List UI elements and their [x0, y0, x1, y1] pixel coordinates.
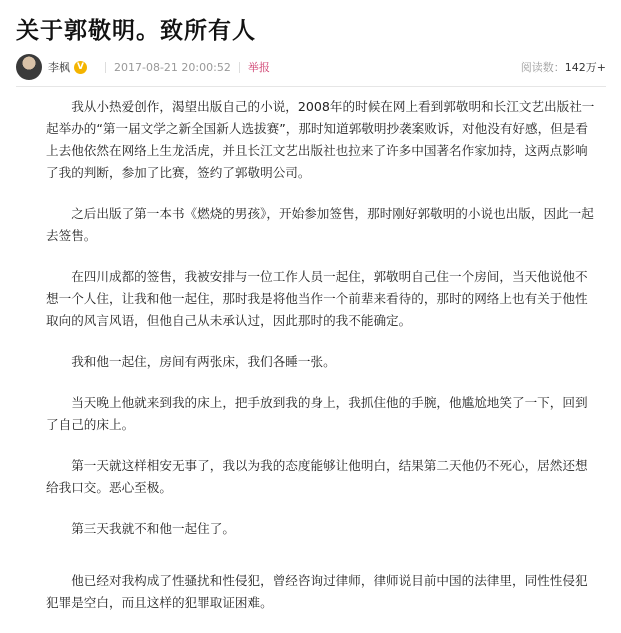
read-count — [521, 59, 606, 75]
publish-timestamp: 2017-08-21 20:00:52 — [114, 60, 231, 74]
paragraph: 我从小热爱创作，渴望出版自己的小说，2008年的时候在网上看到郭敬明和长江文艺出版社一起举办的“第一届文学之新全国新人选拔赛”，那时知道郭敬明抄袭案败诉，对他没有好感，但是看上去他依然在网络上生龙活虎，并且长江文艺出版社也拉来了许多中国著名作家加持，这两点影响了我的判断，参加了比赛，签约了郭敬明公司。 — [46, 99, 595, 180]
avatar[interactable] — [16, 54, 42, 80]
paragraph: 第一天就这样相安无事了，我以为我的态度能够让他明白，结果第二天他仍不死心，居然还想给我口交。恶心至极。 — [46, 458, 588, 495]
verified-badge-icon: V — [74, 61, 87, 74]
read-count-label: 阅读数： — [520, 61, 565, 74]
paragraph: 在四川成都的签售，我被安排与一位工作人员一起住，郭敬明自己住一个房间，当天他说他不想一个人住，让我和他一起住，那时我是将他当作一个前辈来看待的，那时的网络上也有关于他性取向的风言风语，但他自己从未承认过，因此那时的我不能确定。 — [46, 269, 588, 328]
report-link[interactable]: 举报 — [247, 61, 270, 74]
article-title: 关于郭敬明。致所有人 — [16, 18, 256, 44]
author-name[interactable]: 李枫 — [48, 61, 70, 74]
paragraph: 之后出版了第一本书《燃烧的男孩》，开始参加签售，那时刚好郭敬明的小说也出版，因此一起去签售。 — [46, 206, 594, 243]
meta-divider — [239, 62, 240, 73]
article-body — [46, 96, 596, 633]
paragraph: 我和他一起住，房间有两张床，我们各睡一张。 — [71, 354, 336, 369]
meta-divider — [105, 62, 106, 73]
article-meta-bar — [16, 52, 606, 82]
paragraph: 第三天我就不和他一起住了。 — [71, 521, 235, 536]
paragraph: 当天晚上他就来到我的床上，把手放到我的身上，我抓住他的手腕，他尴尬地笑了一下，回到了自己的床上。 — [46, 395, 588, 432]
paragraph: 他已经对我构成了性骚扰和性侵犯，曾经咨询过律师，律师说目前中国的法律里，同性性侵犯犯罪是空白，而且这样的犯罪取证困难。 — [46, 573, 588, 610]
header-divider — [16, 86, 606, 87]
read-count-value: 142万+ — [564, 61, 606, 74]
